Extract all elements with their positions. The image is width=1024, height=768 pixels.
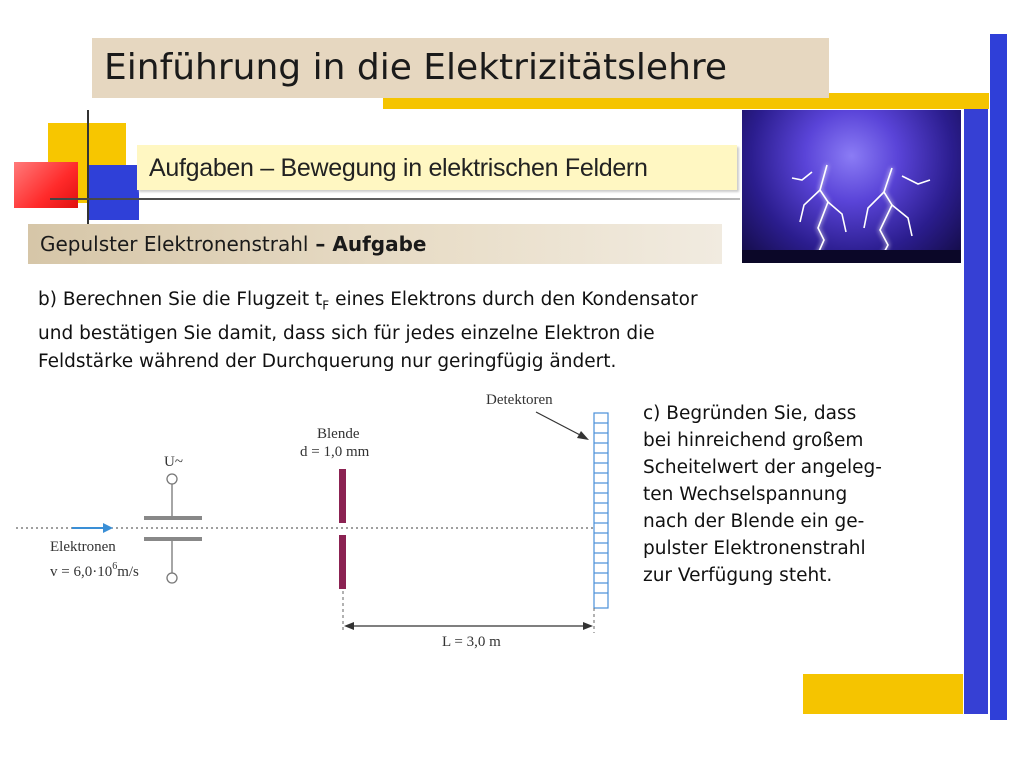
- detectors-pointer-head: [577, 431, 589, 440]
- decor-vertical-line: [87, 110, 89, 230]
- subtitle: Aufgaben – Bewegung in elektrischen Feldern: [149, 154, 648, 182]
- decor-blue-square: [87, 165, 139, 220]
- title-box: [92, 38, 829, 98]
- capacitor-plate-top: [144, 516, 202, 520]
- lightning-photo: [742, 110, 961, 263]
- distance-arrow-left: [344, 622, 354, 630]
- decor-yellow-block-bottom: [803, 674, 963, 714]
- detectors-pointer: [536, 412, 582, 436]
- task-c-line: pulster Elektronenstrahl: [643, 538, 866, 559]
- task-c-line: ten Wechselspannung: [643, 484, 848, 505]
- detector-array: [594, 413, 608, 608]
- electron-arrowhead: [103, 523, 113, 533]
- velocity-label: $v = 6,0\cdot 10^6m/s$: [50, 561, 139, 580]
- decor-blue-bar-right: [990, 34, 1007, 720]
- section-heading-plain: Gepulster Elektronenstrahl: [40, 232, 309, 256]
- decor-red-square: [14, 162, 78, 208]
- capacitor-terminal-top: [167, 474, 177, 484]
- task-c-line: c) Begründen Sie, dass: [643, 403, 857, 424]
- detectors-label: Detektoren: [486, 392, 553, 408]
- page-title: Einführung in die Elektrizitätslehre: [104, 47, 728, 88]
- task-b-text: [38, 286, 878, 376]
- task-c-line: nach der Blende ein ge-: [643, 511, 865, 532]
- aperture-lower: [339, 535, 346, 589]
- task-c-line: zur Verfügung steht.: [643, 565, 833, 586]
- section-heading: [40, 232, 427, 256]
- task-c-line: Scheitelwert der angeleg-: [643, 457, 882, 478]
- decor-blue-bar-inner: [964, 108, 988, 714]
- task-c-text: [643, 400, 963, 589]
- capacitor-plate-bottom: [144, 537, 202, 541]
- subtitle-box: [137, 145, 737, 190]
- experiment-diagram: [14, 385, 624, 665]
- task-c-line: bei hinreichend großem: [643, 430, 864, 451]
- lightning-image: [742, 110, 961, 263]
- task-b-line-1: [38, 286, 878, 320]
- aperture-label: Blende: [317, 426, 360, 442]
- distance-label: L = 3,0 m: [442, 634, 501, 650]
- distance-arrow-right: [583, 622, 593, 630]
- voltage-label: U~: [164, 454, 183, 470]
- task-b-line-2: und bestätigen Sie damit, dass sich für jedes einzelne Elektron die: [38, 322, 655, 344]
- capacitor-terminal-bottom: [167, 573, 177, 583]
- aperture-upper: [339, 469, 346, 523]
- electrons-label: Elektronen: [50, 539, 116, 555]
- task-b-line-1-start: b) Berechnen Sie die Flugzeit t: [38, 289, 323, 310]
- task-b-line-1-end: eines Elektrons durch den Kondensator: [329, 289, 698, 310]
- decor-horizontal-line: [50, 198, 740, 200]
- section-heading-bold: – Aufgabe: [308, 232, 427, 256]
- task-b-subscript: F: [322, 298, 330, 313]
- aperture-width-label: d = 1,0 mm: [300, 444, 370, 460]
- section-heading-box: [28, 224, 722, 264]
- task-b-line-3: Feldstärke während der Durchquerung nur geringfügig ändert.: [38, 350, 617, 372]
